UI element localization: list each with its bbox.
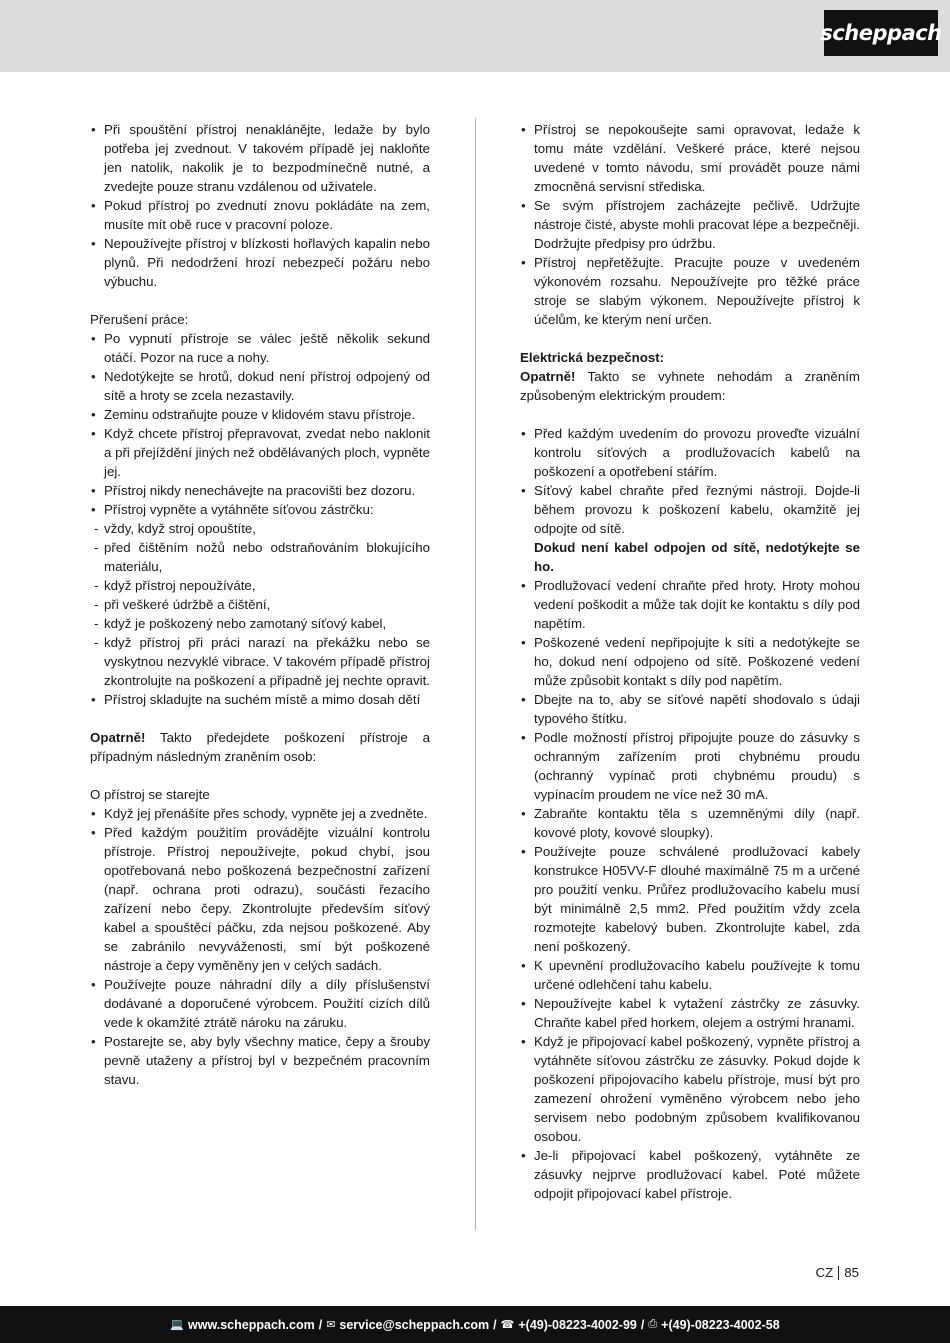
caution-label: Opatrně!: [520, 369, 576, 384]
dash-item: - když je poškozený nebo zamotaný síťový kabel,: [90, 614, 430, 633]
cable-warning-note: Dokud není kabel odpojen od sítě, nedotýkejte se ho.: [534, 540, 860, 574]
mail-icon: ✉: [326, 1319, 336, 1331]
phone-icon: ☎: [500, 1319, 515, 1331]
list-item: • K upevnění prodlužovacího kabelu používejte k tomu určené odlehčení tahu kabelu.: [520, 956, 860, 994]
footer-separator: /: [318, 1317, 323, 1332]
page-lang: CZ: [815, 1265, 834, 1280]
caution-text: Takto předejdete poškození přístroje a případným následným zraněním osob:: [90, 730, 430, 764]
list-item: • Prodlužovací vedení chraňte před hroty. Hroty mohou vedení poškodit a může tak dojít ke kontaktu s díly pod napětím.: [520, 576, 860, 633]
list-item: • Zabraňte kontaktu těla s uzemněnými díly (např. kovové ploty, kovové sloupky).: [520, 804, 860, 842]
dash-item: - před čištěním nožů nebo odstraňováním blokujícího materiálu,: [90, 538, 430, 576]
section-heading-electrical: Elektrická bezpečnost:: [520, 350, 665, 365]
bullet-list: [520, 424, 860, 1203]
dash-item: - při veškeré údržbě a čištění,: [90, 595, 430, 614]
list-item: • Nepoužívejte přístroj v blízkosti hořlavých kapalin nebo plynů. Při nedodržení hrozí nebezpečí požáru nebo výbuchu.: [90, 234, 430, 291]
list-item: • Když chcete přístroj přepravovat, zvedat nebo naklonit a při přejíždění jiných než obdělávaných ploch, vypněte jej.: [90, 424, 430, 481]
list-item: • Při spouštění přístroj nenaklánějte, ledaže by bylo potřeba jej zvednout. V takovém případě jej nakloňte jen natolik, nakolik je to bezpodmínečně nutné, a zvedejte pouze stranu vzdálenou od uživatele.: [90, 120, 430, 196]
caution-label: Opatrně!: [90, 730, 146, 745]
bullet-list: [520, 120, 860, 329]
list-item: • Před každým použitím provádějte vizuální kontrolu přístroje. Přístroj nepoužívejte, pokud chybí, jsou opotřebovaná nebo poškozená bezpečnostní zařízení (např. ochrana proti odrazu), součásti řezacího zařízení nebo čepy. Zkontrolujte především síťový kabel a spouštěcí páčku, zda nejsou poškozené. Aby se zabránilo nevyváženosti, smí být poškozené nástroje a čepy vyměněny jen v celých sadách.: [90, 823, 430, 975]
page-number-value: 85: [844, 1265, 859, 1280]
list-item: • Když jej přenášíte přes schody, vypněte jej a zvedněte.: [90, 804, 430, 823]
list-item: • Přístroj nikdy nenechávejte na pracovišti bez dozoru.: [90, 481, 430, 500]
scheppach-logo: scheppach: [824, 10, 938, 56]
list-item: • Po vypnutí přístroje se válec ještě několik sekund otáčí. Pozor na ruce a nohy.: [90, 329, 430, 367]
list-item: • Používejte pouze schválené prodlužovací kabely konstrukce H05VV-F dlouhé maximálně 75 m a určené pro použití venku. Průřez prodlužovacího kabelu musí být minimálně 2,5 mm2. Před použitím vždy zcela rozmotejte kabelový buben. Zkontrolujte kabel, zda není poškozený.: [520, 842, 860, 956]
header-band: [0, 0, 950, 72]
list-item-text: Síťový kabel chraňte před řeznými nástroji. Dojde-li během provozu k poškození kabelu, okamžitě jej odpojte od sítě.: [534, 483, 860, 536]
list-item: • Poškozené vedení nepřipojujte k síti a nedotýkejte se ho, dokud není odpojeno od sítě. Poškozené vedení může způsobit kontakt s díly pod napětím.: [520, 633, 860, 690]
list-item: [520, 481, 860, 576]
list-item: • Se svým přístrojem zacházejte pečlivě. Udržujte nástroje čisté, abyste mohli pracovat lépe a bezpečněji. Dodržujte předpisy pro údržbu.: [520, 196, 860, 253]
dash-item: - když přístroj nepoužíváte,: [90, 576, 430, 595]
list-item: • Pokud přístroj po zvednutí znovu pokládáte na zem, musíte mít obě ruce v pracovní poloze.: [90, 196, 430, 234]
computer-icon: 💻: [170, 1319, 185, 1331]
bullet-list: [90, 120, 430, 291]
footer-band: [0, 1306, 950, 1343]
column-divider: [475, 118, 476, 1230]
dash-item: - vždy, když stroj opouštíte,: [90, 519, 430, 538]
list-item: • Je-li připojovací kabel poškozený, vytáhněte ze zásuvky nejprve prodlužovací kabel. Poté můžete odpojit připojovací kabel přístroje.: [520, 1146, 860, 1203]
bullet-list: [90, 690, 430, 709]
left-column: [90, 120, 430, 1089]
page-separator: [838, 1266, 839, 1280]
list-item: • Přístroj se nepokoušejte sami opravovat, ledaže k tomu máte vzdělání. Veškeré práce, které nejsou uvedené v tomto návodu, smí provádět pouze námi zmocněná servisní střediska.: [520, 120, 860, 196]
list-item: • Nedotýkejte se hrotů, dokud není přístroj odpojený od sítě a hroty se zcela nezastavily.: [90, 367, 430, 405]
list-item: • Zeminu odstraňujte pouze v klidovém stavu přístroje.: [90, 405, 430, 424]
list-item: • Když je připojovací kabel poškozený, vypněte přístroj a vytáhněte síťovou zástrčku ze zásuvky. Pokud dojde k poškození připojovacího kabelu přístroje, musí být pro zamezení ohrožení vyměněno výrobcem nebo jeho servisem nebo podobným způsobem kvalifikovanou osobou.: [520, 1032, 860, 1146]
electrical-caution-paragraph: [520, 367, 860, 405]
fax-icon: ⎙: [648, 1318, 658, 1330]
list-item: • Přístroj nepřetěžujte. Pracujte pouze v uvedeném výkonovém rozsahu. Nepoužívejte pro těžké práce stroje se slabým výkonem. Nepoužívejte přístroj k účelům, ke kterým není určen.: [520, 253, 860, 329]
footer-separator: /: [640, 1317, 645, 1332]
footer-separator: /: [493, 1317, 497, 1332]
list-item: • Používejte pouze náhradní díly a díly příslušenství dodávané a doporučené výrobcem. Použití cizích dílů vede k okamžité ztrátě nároku na záruku.: [90, 975, 430, 1032]
list-item: • Před každým uvedením do provozu proveďte vizuální kontrolu síťových a prodlužovacích kabelů na poškození a opotřebení stářím.: [520, 424, 860, 481]
list-item: • Dbejte na to, aby se síťové napětí shodovalo s údaji typového štítku.: [520, 690, 860, 728]
list-item: • Podle možností přístroj připojujte pouze do zásuvky s ochranným zařízením proti chybnému proudu (ochranný vypínač proti chybnému proudu) s vypínacím proudem ne více než 30 mA.: [520, 728, 860, 804]
dash-item: - když přístroj při práci narazí na překážku nebo se vyskytnou nezvyklé vibrace. V takovém případě přístroj zkontrolujte na poškození a případně jej nechte opravit.: [90, 633, 430, 690]
list-item: • Postarejte se, aby byly všechny matice, čepy a šrouby pevně utaženy a přístroj byl v bezpečném pracovním stavu.: [90, 1032, 430, 1089]
right-column: [520, 120, 860, 1203]
section-heading-care: O přístroj se starejte: [90, 787, 210, 802]
bullet-list: [90, 804, 430, 1089]
dash-list: [90, 519, 430, 690]
footer-email[interactable]: service@scheppach.com: [339, 1317, 490, 1332]
page-number: [815, 1265, 859, 1280]
list-item: • Přístroj vypněte a vytáhněte síťovou zástrčku:: [90, 500, 430, 519]
footer-fax: +(49)-08223-4002-58: [661, 1317, 780, 1332]
footer-web[interactable]: www.scheppach.com: [188, 1317, 315, 1332]
section-heading-interrupt: Přerušení práce:: [90, 312, 189, 327]
list-item: • Nepoužívejte kabel k vytažení zástrčky ze zásuvky. Chraňte kabel před horkem, olejem a ostrými hranami.: [520, 994, 860, 1032]
footer-phone: +(49)-08223-4002-99: [518, 1317, 637, 1332]
caution-text: Takto se vyhnete nehodám a zraněním způsobeným elektrickým proudem:: [520, 369, 860, 403]
caution-paragraph: [90, 728, 430, 766]
list-item: • Přístroj skladujte na suchém místě a mimo dosah dětí: [90, 690, 430, 709]
bullet-list: [90, 329, 430, 519]
